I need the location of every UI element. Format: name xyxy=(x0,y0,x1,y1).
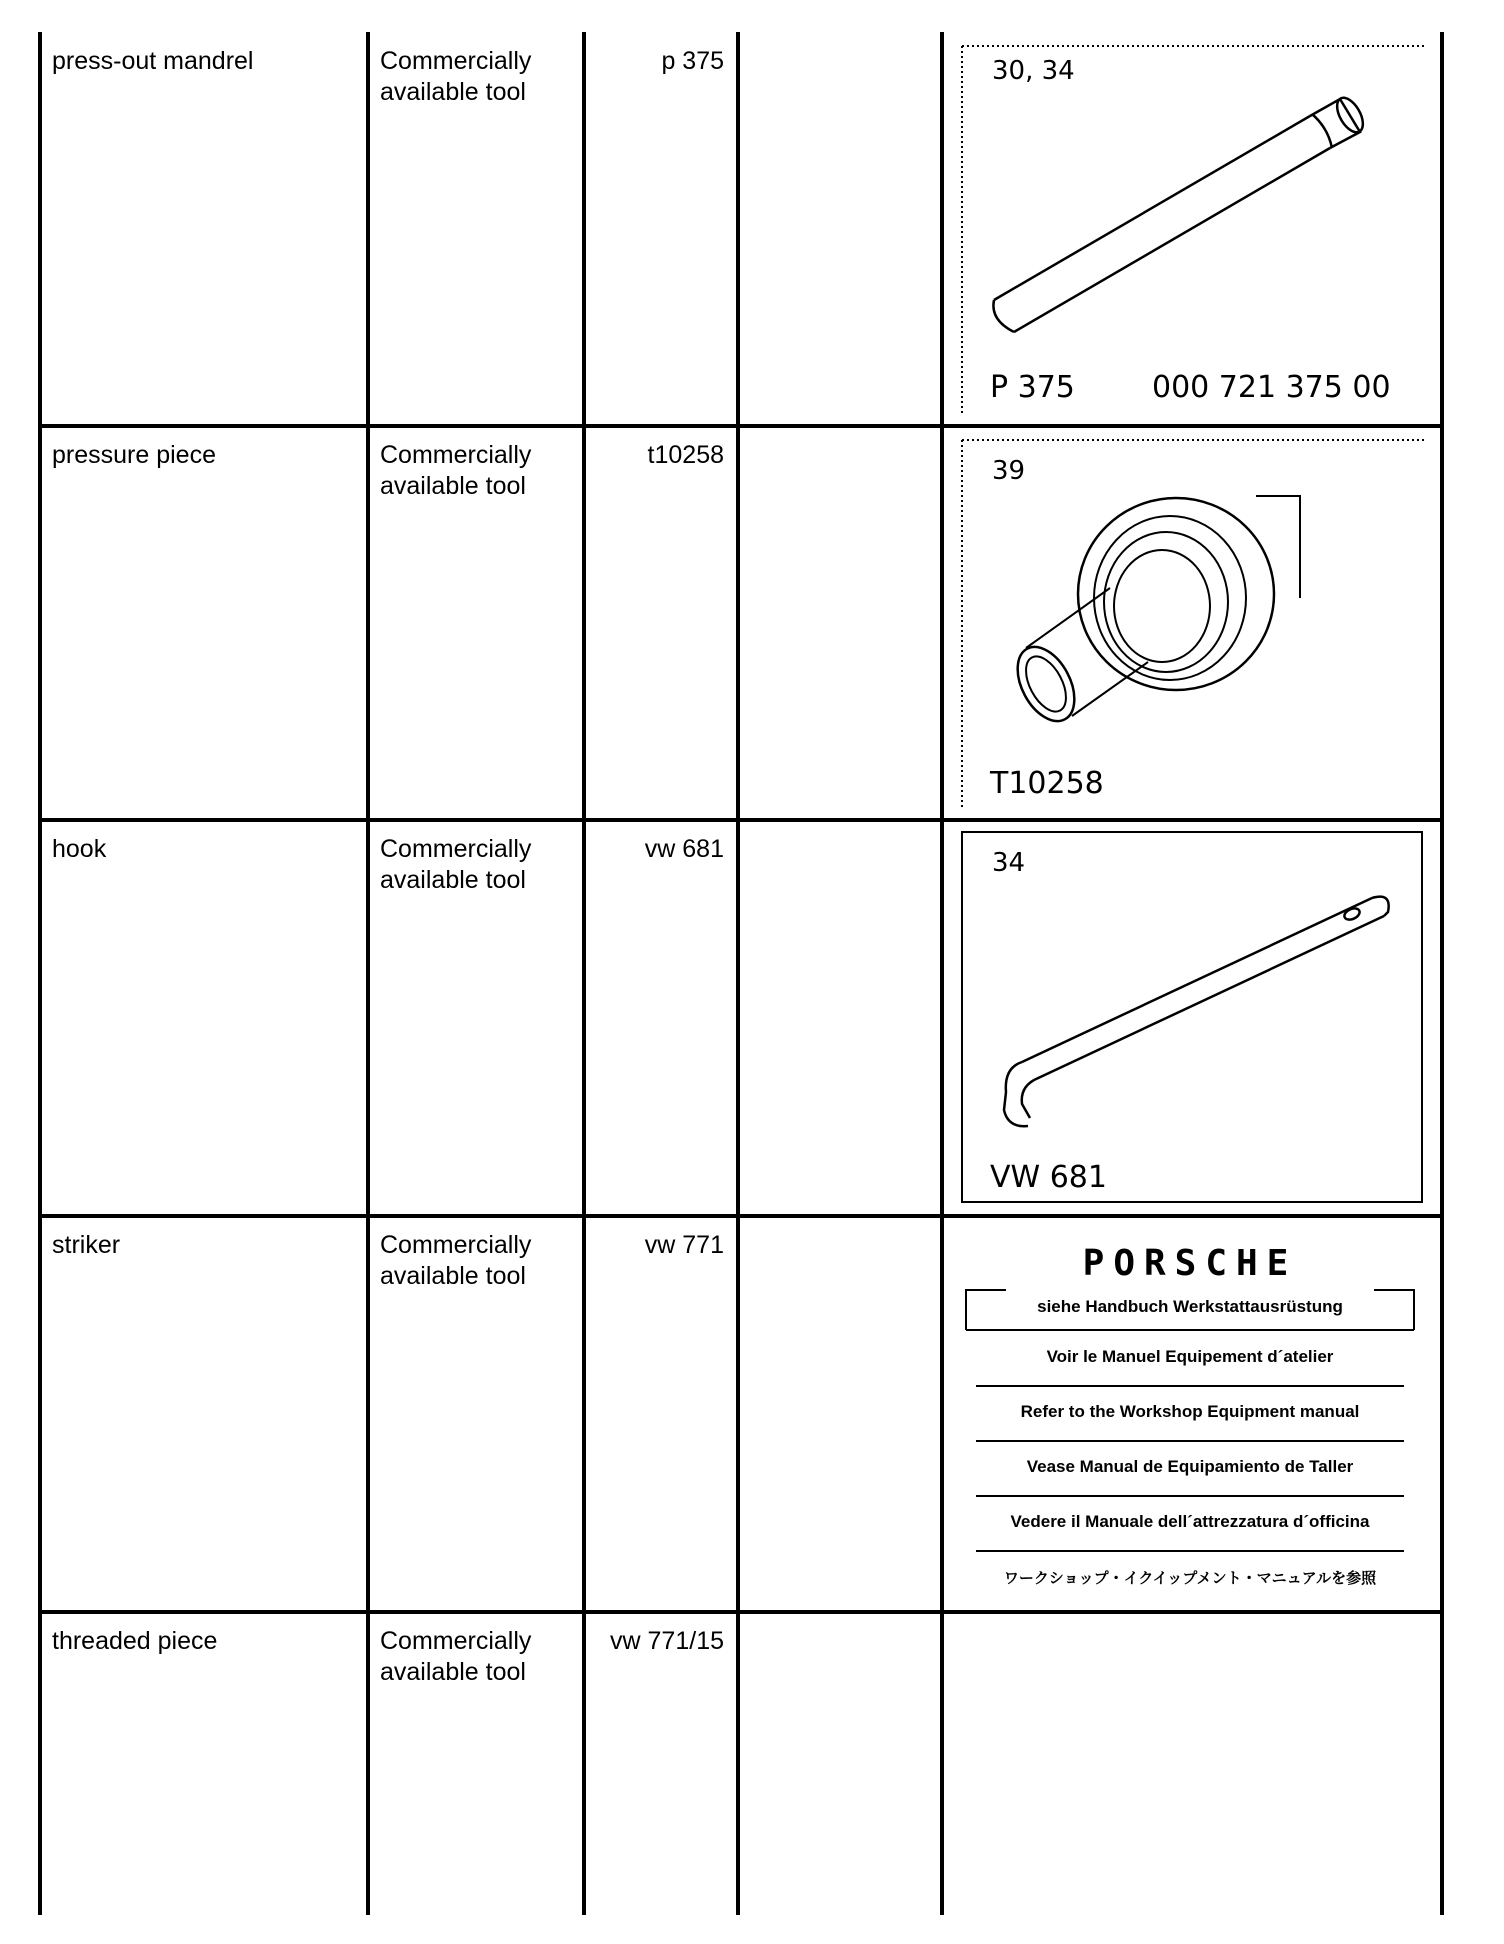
manual-note: Vedere il Manuale dell´attrezzatura d´officina xyxy=(960,1497,1420,1552)
table-row-divider xyxy=(40,1214,1444,1218)
table-column-divider xyxy=(1440,32,1444,1915)
porsche-logo: PORSCHE xyxy=(1082,1243,1298,1284)
tool-number: vw 681 xyxy=(644,835,724,863)
tool-description: press-out mandrel xyxy=(52,47,254,75)
tool-availability: Commercially available tool xyxy=(380,441,532,500)
table-column-divider xyxy=(736,32,740,1915)
tool-description: threaded piece xyxy=(52,1627,218,1655)
image-reference-number: 39 xyxy=(992,456,1026,486)
table-row-divider xyxy=(40,818,1444,822)
image-tool-label: VW 681 xyxy=(990,1160,1107,1195)
tool-availability: Commercially available tool xyxy=(380,1627,532,1686)
image-tool-label: P 375 xyxy=(990,370,1075,405)
table-column-divider xyxy=(582,32,586,1915)
manual-note: Refer to the Workshop Equipment manual xyxy=(960,1387,1420,1442)
manual-note: Vease Manual de Equipamiento de Taller xyxy=(960,1442,1420,1497)
tool-number: vw 771 xyxy=(644,1231,724,1259)
image-tool-label: T10258 xyxy=(990,766,1104,801)
image-reference-number: 34 xyxy=(992,848,1026,878)
image-reference-number: 30, 34 xyxy=(992,56,1075,86)
tool-availability: Commercially available tool xyxy=(380,835,532,894)
tool-availability: Commercially available tool xyxy=(380,1231,532,1290)
workshop-manual-reference xyxy=(960,1242,1420,1607)
tool-description: pressure piece xyxy=(52,441,216,469)
pressure-piece-drawing xyxy=(960,438,1428,810)
tool-number: p 375 xyxy=(661,47,724,75)
table-row-divider xyxy=(40,424,1444,428)
tool-number: t10258 xyxy=(647,441,724,469)
tool-description: striker xyxy=(52,1231,121,1259)
manual-note: ワークショップ・イクイップメント・マニュアルを参照 xyxy=(1003,1569,1377,1587)
image-part-number: 000 721 375 00 xyxy=(1152,370,1391,405)
tool-description: hook xyxy=(52,835,107,863)
press-out-mandrel-drawing xyxy=(960,44,1428,414)
table-column-divider xyxy=(38,32,42,1915)
manual-note: siehe Handbuch Werkstattausrüstung xyxy=(960,1286,1420,1332)
manual-note: Voir le Manuel Equipement d´atelier xyxy=(960,1332,1420,1387)
table-row-divider xyxy=(40,1610,1444,1614)
table-column-divider xyxy=(940,32,944,1915)
hook-drawing xyxy=(960,830,1424,1204)
table-column-divider xyxy=(366,32,370,1915)
tool-availability: Commercially available tool xyxy=(380,47,532,106)
tool-number: vw 771/15 xyxy=(610,1627,724,1655)
